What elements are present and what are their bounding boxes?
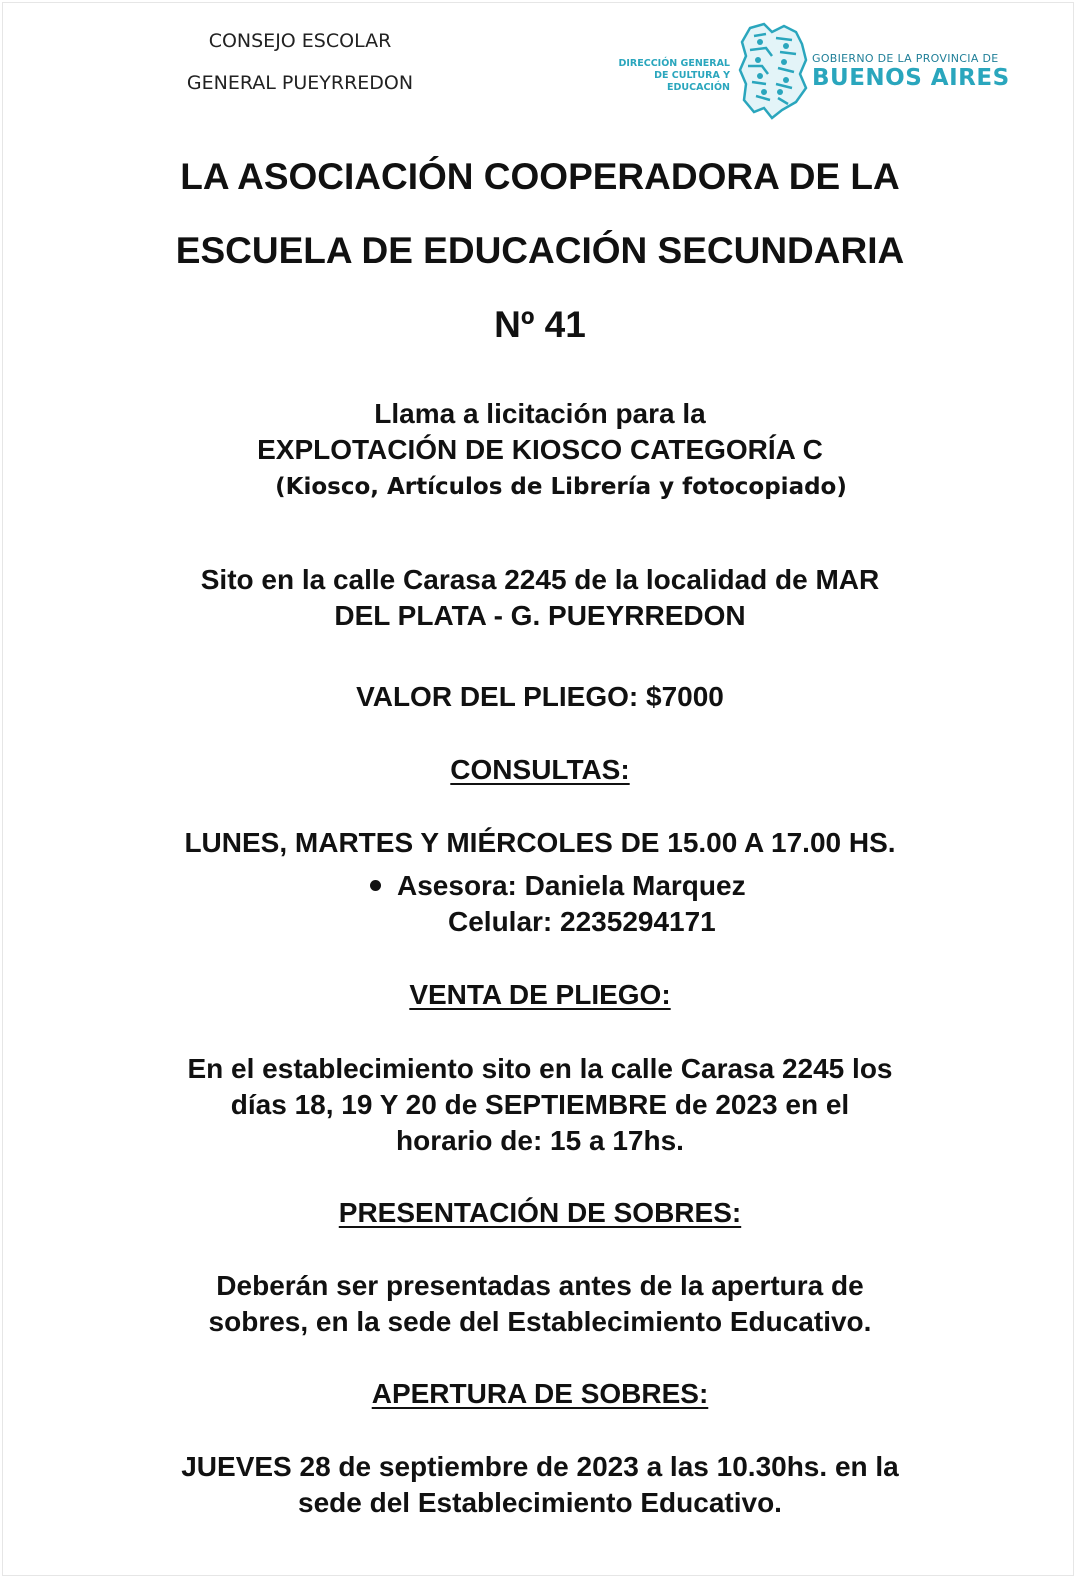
- title-line: Nº 41: [494, 304, 586, 345]
- location-line: Sito en la calle Carasa 2245 de la localidad de MAR: [200, 564, 880, 595]
- bullet-icon: [370, 880, 381, 891]
- apertura-line: JUEVES 28 de septiembre de 2023 a las 10.30hs. en la: [181, 1451, 899, 1482]
- apertura-line: sede del Establecimiento Educativo.: [298, 1487, 782, 1518]
- presentacion-details: [0, 1268, 1080, 1340]
- venta-line: días 18, 19 Y 20 de SEPTIEMBRE de 2023 en el: [230, 1089, 850, 1120]
- title-line: LA ASOCIACIÓN COOPERADORA DE LA: [180, 156, 900, 197]
- location-line: DEL PLATA - G. PUEYRREDON: [334, 600, 746, 631]
- venta-line: horario de: 15 a 17hs.: [396, 1125, 684, 1156]
- presentacion-line: sobres, en la sede del Establecimiento Educativo.: [208, 1306, 872, 1337]
- school-council-header: [170, 30, 430, 94]
- tender-call: [0, 396, 1080, 506]
- buenos-aires-government-logo: [590, 22, 1010, 122]
- presentacion-heading: PRESENTACIÓN DE SOBRES:: [338, 1197, 742, 1228]
- tender-subject: EXPLOTACIÓN DE KIOSCO CATEGORÍA C: [257, 434, 823, 465]
- venta-heading: VENTA DE PLIEGO:: [409, 979, 671, 1010]
- consultas-schedule: LUNES, MARTES Y MIÉRCOLES DE 15.00 A 17.00 HS.: [184, 827, 896, 858]
- price-text: VALOR DEL PLIEGO: $7000: [356, 681, 724, 712]
- dgce-label: DIRECCIÓN GENERAL DE CULTURA Y EDUCACIÓN: [618, 58, 730, 93]
- tender-call-intro: Llama a licitación para la: [374, 398, 706, 429]
- province-name: GOBIERNO DE LA PROVINCIA DE BUENOS AIRES: [812, 52, 1010, 91]
- apertura-details: [0, 1449, 1080, 1521]
- council-district: GENERAL PUEYRREDON: [186, 72, 414, 94]
- venta-line: En el establecimiento sito en la calle Carasa 2245 los: [187, 1053, 893, 1084]
- title-line: ESCUELA DE EDUCACIÓN SECUNDARIA: [175, 230, 905, 271]
- advisor-name: Asesora: Daniela Marquez: [397, 870, 746, 901]
- document-title: [0, 140, 1080, 362]
- apertura-heading: APERTURA DE SOBRES:: [371, 1378, 709, 1409]
- presentacion-line: Deberán ser presentadas antes de la apertura de: [216, 1270, 864, 1301]
- province-map-icon: [736, 22, 808, 120]
- advisor-contact: [367, 868, 746, 940]
- council-name: CONSEJO ESCOLAR: [208, 30, 392, 52]
- venta-details: [0, 1051, 1080, 1159]
- location-text: [0, 562, 1080, 634]
- consultas-heading: CONSULTAS:: [450, 754, 630, 785]
- advisor-phone: Celular: 2235294171: [448, 906, 716, 937]
- tender-subject-detail: (Kiosco, Artículos de Librería y fotocopiado): [275, 474, 847, 500]
